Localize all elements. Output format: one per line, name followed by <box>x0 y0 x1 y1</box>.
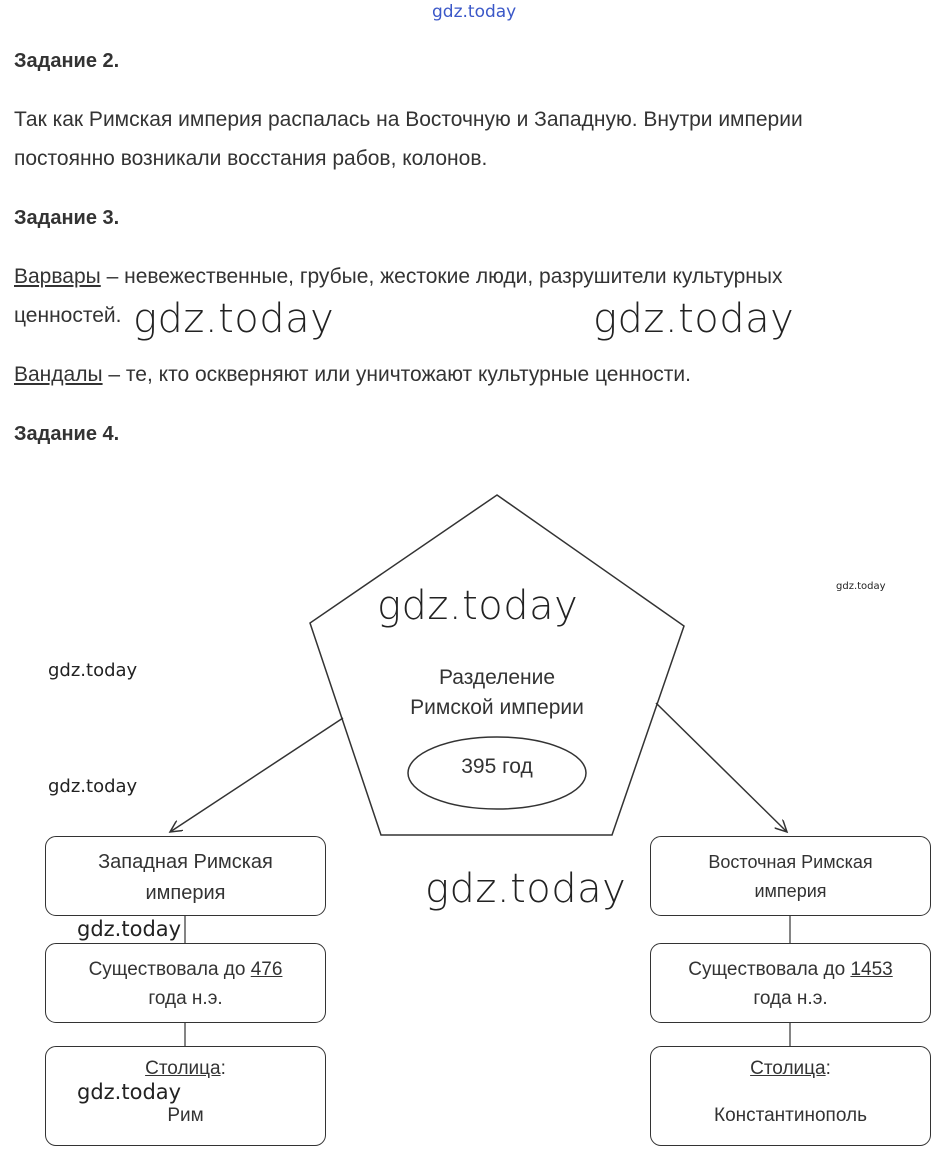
watermark: gdz.today <box>133 296 335 342</box>
west-empire-title-line1: Западная Римская <box>98 851 273 873</box>
arrow-to-west <box>170 718 343 832</box>
west-capital-value: Рим <box>167 1105 204 1126</box>
watermark: gdz.today <box>377 583 579 629</box>
east-existed-suffix: года н.э. <box>753 988 828 1009</box>
west-existed-box <box>45 943 326 1023</box>
east-existed-prefix: Существовала до <box>688 959 851 980</box>
east-empire-title-line1: Восточная Римская <box>708 852 873 872</box>
west-empire-title-line2: империя <box>145 882 226 904</box>
term-vandals: Вандалы <box>14 363 103 386</box>
east-existed-year: 1453 <box>850 959 893 980</box>
division-title-line1: Разделение <box>438 666 556 689</box>
task3-heading: Задание 3. <box>14 207 120 229</box>
task2-line2: постоянно возникали восстания рабов, колонов. <box>14 147 488 170</box>
watermark: gdz.today <box>48 776 138 797</box>
definition-barbarians-cont: ценностей. <box>14 304 122 327</box>
east-existed-box <box>650 943 931 1023</box>
east-capital-box <box>650 1046 931 1146</box>
division-title <box>380 663 614 723</box>
watermark: gdz.today <box>425 866 627 912</box>
east-empire-box <box>650 836 931 916</box>
division-year: 395 год <box>461 755 533 778</box>
west-existed-year: 476 <box>250 959 283 980</box>
watermark-top: gdz.today <box>432 2 517 22</box>
task2-line1: Так как Римская империя распалась на Восточную и Западную. Внутри империи <box>14 108 803 131</box>
west-empire-box <box>45 836 326 916</box>
west-capital-label: Столица <box>145 1058 221 1079</box>
watermark: gdz.today <box>836 581 886 592</box>
east-capital-value: Константинополь <box>714 1105 867 1126</box>
division-title-line2: Римской империи <box>410 696 584 719</box>
watermark: gdz.today <box>593 296 795 342</box>
term-barbarians: Варвары <box>14 265 101 288</box>
definition-vandals: – те, кто оскверняют или уничтожают культурные ценности. <box>102 363 691 386</box>
west-capital-colon: : <box>220 1058 226 1079</box>
definition-barbarians: – невежественные, грубые, жестокие люди, разрушители культурных <box>100 265 783 288</box>
west-existed-prefix: Существовала до <box>88 959 251 980</box>
watermark: gdz.today <box>77 917 182 941</box>
east-capital-label: Столица <box>750 1058 826 1079</box>
task4-heading: Задание 4. <box>14 423 120 445</box>
watermark: gdz.today <box>77 1080 182 1104</box>
task2-heading: Задание 2. <box>14 50 120 72</box>
east-capital-colon: : <box>825 1058 831 1079</box>
west-existed-suffix: года н.э. <box>148 988 223 1009</box>
arrow-to-east <box>656 703 787 832</box>
watermark: gdz.today <box>48 660 138 681</box>
east-empire-title-line2: империя <box>754 881 827 901</box>
